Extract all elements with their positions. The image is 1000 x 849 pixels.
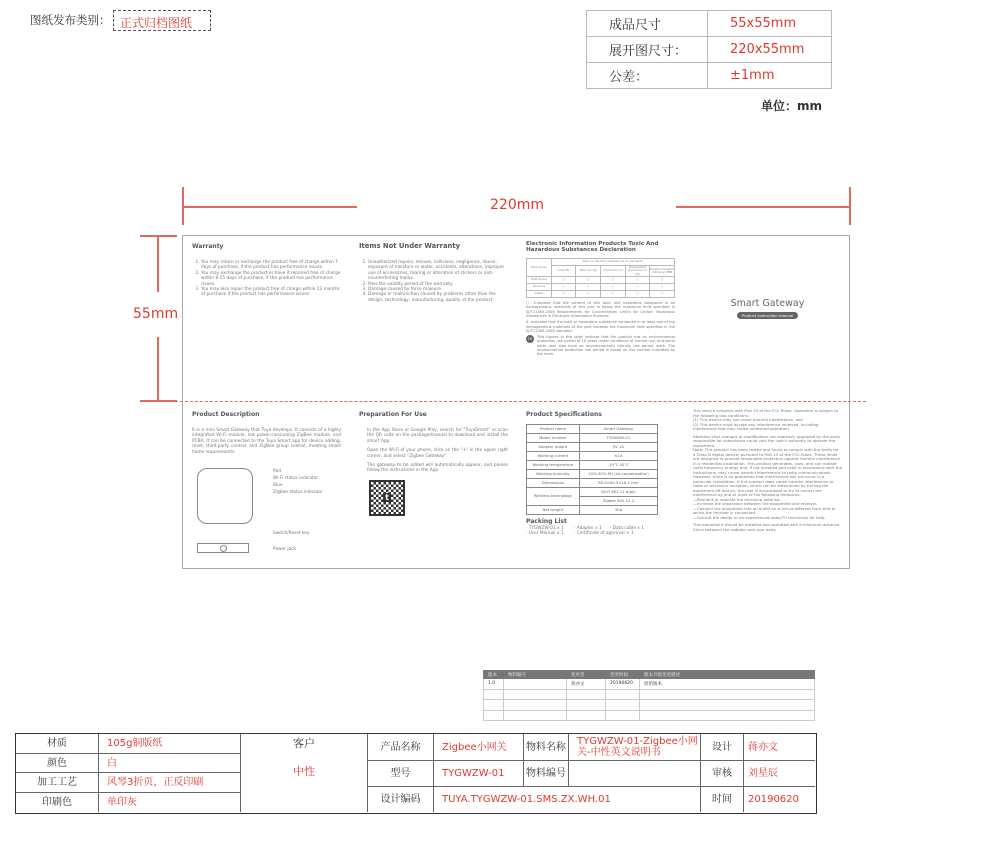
cell: Wireless technology [527, 488, 580, 506]
cell: Housing [527, 284, 552, 291]
note: X: Indicates that the toxic or hazardous substance contained in at least one of the homogeneous materials of the part exceeds the maximum limit specified in the SJ/T11363-2006 standard. [526, 320, 675, 333]
description-text: It is a mini Smart Gateway that Tuya develops. It consists of a highly integrated Wi-Fi module, low power-consuming ZigBee module, and PCBA. It can be connected to the Tuya Smart app for device adding, reset, third-party control, and ZigBee group control, meeting smart home requirements. [192, 428, 341, 455]
section-title: Electronic Information Products Toxic And Hazardous Substances Declaration [526, 241, 659, 254]
dim-line [676, 206, 850, 208]
size-label: 成品尺寸 [587, 11, 708, 37]
tuya-logo-icon: t [385, 493, 389, 503]
value: 白 [99, 754, 241, 773]
release-label: 图纸发布类别： [30, 13, 111, 27]
value: TYGWZW-01-Zigbee小网关-中性英文说明书 [569, 734, 701, 761]
step: The gateway to be added will automatically appear, and please follow the instructions in the App. [367, 463, 508, 474]
value: 105g铜版纸 [99, 734, 241, 754]
section-title: Product Specifications [526, 411, 602, 418]
label: 加工工艺 [16, 773, 99, 793]
dim-line [157, 235, 159, 292]
label: 印刷色 [16, 793, 99, 812]
cell: Part name [527, 258, 552, 276]
reset-key-icon [220, 545, 227, 552]
label: 时间 [701, 787, 744, 812]
list-item: 3. Damage caused by force majeure. [368, 287, 508, 292]
step: In the App Store or Google Play, search for "TuyaSmart" or scan the QR code on the package/manual to download and install the smart App. [367, 428, 508, 444]
list-item: 2. You may exchange the product or have it repaired free of charge within 8-15 days of purchase, if the product has performance issues. [201, 271, 341, 287]
cell: Polybrominated biphenyl PBB [650, 265, 675, 276]
table-row [484, 700, 815, 711]
label: 颜色 [16, 754, 99, 773]
cell: Mercury Hg [576, 265, 601, 276]
list-item: · Adapter x 1 [574, 526, 602, 531]
qr-code[interactable] [369, 480, 405, 516]
label: 物料编号 [524, 761, 569, 787]
section-title: Packing List [526, 518, 567, 525]
specs-section [517, 404, 684, 570]
fcc-text: This equipment should be installed and operated with a minimum distance 20cm between the radiator and your body. [693, 522, 840, 532]
cell: Lead Pb [551, 265, 576, 276]
cell: 原始版本 [640, 679, 815, 690]
description-section [183, 404, 350, 570]
fcc-section [684, 404, 851, 570]
header-cell: 变更时间 [606, 671, 640, 679]
label: Zigbee status indicator [273, 490, 323, 495]
label: 客户 [293, 737, 315, 750]
packing-list [526, 526, 675, 536]
label: 材质 [16, 734, 99, 754]
table-row [484, 689, 815, 700]
list-item: 4. Damage or malfunction caused by problems other than the design, technology, manufacturing, quality of the product [368, 292, 508, 303]
value: 刘星辰 [744, 761, 815, 787]
dim-line [182, 206, 357, 208]
cell: Model number [527, 434, 580, 443]
cell: 60.5×60.5×16.1 mm [579, 479, 657, 488]
device-side-view [197, 543, 249, 553]
cell: Working temperature [527, 461, 580, 470]
fcc-text: (2) This device must accept any interference received, including interference that may cause undesired operation. [693, 421, 819, 431]
cell: ○ [551, 284, 576, 291]
cell: ○ [600, 277, 625, 284]
cell: ○ [600, 291, 625, 298]
fcc-text: —Consult the dealer or an experienced radio/TV technician for help. [693, 514, 826, 520]
cell: Product name [527, 425, 580, 434]
cover-section [684, 236, 851, 402]
cell [504, 679, 567, 690]
header-cell: 物料编号 [504, 671, 567, 679]
section-title: Warranty [192, 243, 224, 250]
size-value: 220x55mm [708, 37, 832, 63]
size-label: 公差： [587, 63, 708, 89]
cell: 5V 1A [579, 443, 657, 452]
label: Wi-Fi status indicator [273, 476, 319, 481]
list-item: 3. You may also repair the product free of charge within 12 months of purchase if the product has performance issues [201, 287, 341, 298]
manual-layout [182, 235, 850, 569]
label: 审核 [701, 761, 744, 787]
note: This figures in this label indicate that the product has an environmental protection use period of 10 years under conditions of normal use, and some parts may also have an environmentally friendly use period mark. The environmental protection use period is based on the number indicated by the mark. [537, 335, 675, 357]
cell: ○ [625, 291, 650, 298]
list-item: 2. Pass the validity period of the warranty. [368, 282, 508, 287]
fcc-text: This device complies with Part 15 of the FCC Rules. Operation is subject to the following two conditions: [693, 408, 839, 418]
cover-badge: Product instruction manual [737, 312, 798, 319]
toxic-table [526, 258, 675, 298]
cell: ○ [625, 277, 650, 284]
table-row [484, 710, 815, 721]
fcc-text: Attention that changes or modification not expressly approved by the party responsible for compliance could void the user's authority to operate the equipment. [693, 433, 841, 448]
cell: ○ [551, 291, 576, 298]
section-title: Preparation For Use [359, 411, 427, 418]
size-value: ±1mm [708, 63, 832, 89]
cell: Zigbee 802.15.4 [579, 497, 657, 506]
label: 设计编码 [368, 787, 434, 812]
value: 风琴3折页，正反印刷 [99, 773, 241, 793]
cell: ○ [650, 277, 675, 284]
fcc-text: —Connect the equipment into an outlet on a circuit different from that to which the receiver is connected. [693, 505, 836, 515]
label: 设计 [701, 734, 744, 761]
cover-title: Smart Gateway [730, 298, 805, 309]
cell: Hexavalent chromium Cr (VI) [625, 265, 650, 276]
cell: ○ [576, 277, 601, 284]
cell: ○ [551, 277, 576, 284]
list-item: 1. Unauthorized repairs, misuse, collisions, negligence, abuse, exposure of moisture or water, accidents, alterations, improper use of accessories, tearing or alteration of stickers or anti-counterfeiting marks. [368, 260, 508, 282]
device-top-view [197, 468, 253, 524]
value: 中性 [293, 765, 315, 778]
toxic-section [517, 236, 684, 402]
header-cell: 变更者 [567, 671, 606, 679]
cell: ○ [625, 284, 650, 291]
cell: ○ [650, 291, 675, 298]
cell: ○ [576, 291, 601, 298]
section-title: Items Not Under Warranty [359, 242, 461, 250]
list-item: · User Manual x 1 [526, 531, 564, 536]
size-label: 展开图尺寸： [587, 37, 708, 63]
label: Red [273, 469, 282, 474]
cell: TYGWZW-01 [579, 434, 657, 443]
header-cell: 版本 [484, 671, 504, 679]
not-warranty-section [350, 236, 517, 402]
step: Open the Wi-Fi of your phone, click on the "+" in the upper right corner, and select "Zigbee Gateway". [367, 448, 508, 459]
cell: Net weight [527, 506, 580, 515]
list-item: · Certificate of approval × 1 [574, 531, 634, 536]
header-cell: 版本升级变更描述 [640, 671, 815, 679]
unit-label: 单位：mm [761, 99, 823, 113]
label: 产品名称 [368, 734, 434, 761]
cell: Toxic or harmful substances or elements [551, 258, 674, 265]
cell: Cadmium Cd [600, 265, 625, 276]
cell: PCM board [527, 277, 552, 284]
label: 物料名称 [524, 734, 569, 761]
value: 蒋亦文 [744, 734, 815, 761]
cell: Wi-Fi 802.11 b/g/n [579, 488, 657, 497]
value: TUYA.TYGWZW-01.SMS.ZX.WH.01 [434, 787, 701, 812]
cell: 1.0 [484, 679, 504, 690]
title-block [15, 733, 817, 814]
value: 20190620 [748, 794, 799, 805]
dim-line [157, 337, 159, 400]
cell: Working current [527, 452, 580, 461]
cell: Adapter output [527, 443, 580, 452]
cell: ○ [650, 284, 675, 291]
height-dimension: 55mm [133, 306, 179, 322]
value [569, 761, 701, 787]
cell: -10°C-55°C [579, 461, 657, 470]
cell: ≤1A [579, 452, 657, 461]
width-dimension: 220mm [490, 197, 544, 213]
table-row [484, 679, 815, 690]
eco-icon: 10 [527, 337, 533, 342]
cell: 蒋亦文 [567, 679, 606, 690]
cell: ○ [576, 284, 601, 291]
note: ○: Indicates that the content of this toxic and hazardous substance in all homogeneous materials of this part is below the maximum limit specified in SJ/T11363-2006 Requirements for Concentration Limits for Certain Hazardous Substances in Electronic Information Products. [526, 301, 675, 318]
value: 单印灰 [99, 793, 241, 812]
list-item: 1. You may return or exchange the product free of charge within 7 days of purchase, if the product has performance issues. [201, 260, 341, 271]
device-labels [273, 468, 343, 496]
cell: Cable [527, 291, 552, 298]
fcc-text: (1) This device may not cause harmful interference, and [693, 417, 803, 422]
size-value: 55x55mm [708, 11, 832, 37]
list-item: · Data cable x 1 [610, 526, 644, 531]
fcc-text: —Reorient or relocate the receiving antenna. [693, 496, 781, 502]
size-table [586, 10, 832, 89]
cell: Smart Gateway [579, 425, 657, 434]
cell: 20190620 [606, 679, 640, 690]
label: Power jack [273, 547, 297, 552]
customer-cell [241, 734, 368, 812]
cell: Working humidity [527, 470, 580, 479]
value: Zigbee小网关 [434, 734, 524, 761]
fcc-text: —Increase the separation between the equipment and receiver. [693, 501, 818, 506]
list-item: · TYGWZW-01 x 1 [526, 526, 564, 531]
label: Switch/Reset key [273, 531, 310, 536]
dim-tick [140, 235, 177, 237]
cell: 30g [579, 506, 657, 515]
cell: ○ [600, 284, 625, 291]
specs-table [526, 424, 658, 515]
release-value: 正式归档图纸 [113, 10, 211, 31]
value: TYGWZW-01 [434, 761, 524, 787]
preparation-section [350, 404, 517, 570]
revision-table [483, 670, 815, 721]
fcc-text: Note: This product has been tested and found to comply with the limits for a Class B digital device, pursuant to Part 15 of the FCC Rules. These limits are designed to provide reasonable protection against harmful interference in a residential installation. This product generates, uses, and can radiate radio frequency energy and, if not installed and used in accordance with the instructions, may cause harmful interference to radio communications. However, there is no guarantee that interference will not occur in a particular installation. If this product does cause harmful interference to radio or television reception, which can be determined by turning the equipment off and on, the user is encouraged to try to correct the interference by one or more of the following measures: [693, 447, 843, 497]
warranty-section [183, 236, 350, 402]
section-title: Product Description [192, 411, 260, 418]
cell: Dimensions [527, 479, 580, 488]
label: 型号 [368, 761, 434, 787]
cell: 10%-90% RH (no condensation) [579, 470, 657, 479]
label: Blue [273, 483, 283, 488]
